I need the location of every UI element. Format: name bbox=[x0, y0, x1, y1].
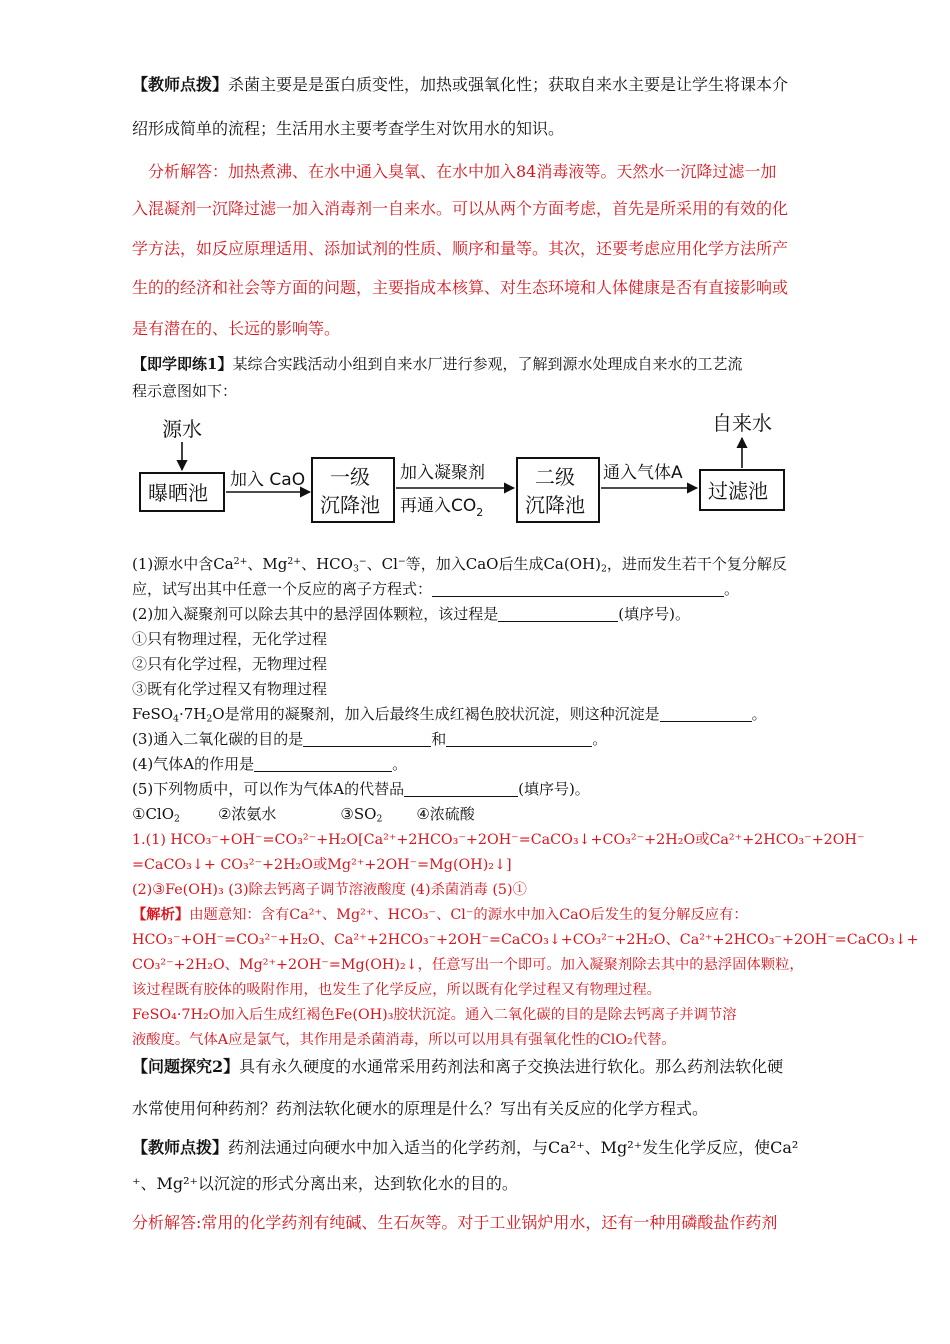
answer-blank-3b[interactable] bbox=[446, 731, 592, 747]
answer-blank-2[interactable] bbox=[498, 606, 618, 622]
question-4: (4)气体A的作用是 。 bbox=[132, 755, 408, 773]
teacher-tip-line-2: 绍形成简单的流程；生活用水主要考查学生对饮用水的知识。 bbox=[132, 119, 565, 138]
explanation-line-5: FeSO₄·7H₂O加入后生成红褐色Fe(OH)₃胶状沉淀。通入二氧化碳的目的是除去钙离子并调节溶 bbox=[132, 1007, 737, 1023]
question-5: (5)下列物质中，可以作为气体A的代替品 (填序号)。 bbox=[132, 780, 590, 798]
answer-line-2: =CaCO₃↓+ CO₃²⁻+2H₂O或Mg²⁺+2OH⁻=Mg(OH)₂↓] bbox=[132, 857, 512, 873]
answer-blank-5[interactable] bbox=[404, 781, 518, 797]
answer-blank-3a[interactable] bbox=[303, 731, 431, 747]
analysis-line-2: 入混凝剂一沉降过滤一加入消毒剂一自来水。可以从两个方面考虑，首先是所采用的有效的化 bbox=[132, 199, 789, 218]
practice-text: 某综合实践活动小组到自来水厂进行参观，了解到源水处理成自来水的工艺流 bbox=[232, 355, 743, 373]
tap-water-label: 自来水 bbox=[712, 411, 772, 435]
primary-settling-tank-label-2: 沉降池 bbox=[320, 493, 380, 517]
teacher-tip-tag: 【教师点拨】 bbox=[132, 75, 229, 94]
teacher-tip-line-1 bbox=[132, 72, 822, 95]
question-1-line-1: (1)源水中含$Ca^{2+}$、$Mg^{2+}$、$HCO_3^-$、Cl−等，加入CaO后生成$Ca(OH)_2$，进而发生若干个复分解反 bbox=[132, 555, 787, 575]
analysis-line-4: 生的的经济和社会等方面的问题，主要指成本核算、对生态环境和人体健康是否有直接影响或 bbox=[132, 278, 789, 297]
filter-tank-label: 过滤池 bbox=[708, 479, 768, 503]
practice-line-2: 程示意图如下： bbox=[132, 382, 238, 400]
explanation-line-6: 液酸度。气体A应是氯气，其作用是杀菌消毒，所以可以用具有强氧化性的ClO₂代替。 bbox=[132, 1032, 676, 1048]
question-5-options: ①ClO$_2$ ②浓氨水 $③SO_2$ ④浓硫酸 bbox=[132, 805, 475, 825]
inquiry-line-2: 水常使用何种药剂？药剂法软化硬水的原理是什么？写出有关反应的化学方程式。 bbox=[132, 1099, 709, 1118]
analysis-line-5: 是有潜在的、长远的影响等。 bbox=[132, 319, 341, 338]
analysis-line-3: 学方法，如反应原理适用、添加试剂的性质、顺序和量等。其次，还要考虑应用化学方法所产 bbox=[132, 239, 789, 258]
answer-line-3: (2)③Fe(OH)₃ (3)除去钙离子调节溶液酸度 (4)杀菌消毒 (5)① bbox=[132, 882, 527, 898]
explanation-line-4: 该过程既有胶体的吸附作用，也发生了化学反应，所以既有化学过程又有物理过程。 bbox=[132, 982, 661, 998]
answer-blank-feso4[interactable] bbox=[660, 706, 752, 722]
option-3: ③既有化学过程又有物理过程 bbox=[132, 680, 328, 698]
feso4-question: $FeSO_4\cdot 7H_2O$是常用的凝聚剂，加入后最终生成红褐色胶状沉淀，则这种沉淀是 。 bbox=[132, 705, 767, 725]
inquiry-line-1: 【问题探究2】具有永久硬度的水通常采用药剂法和离子交换法进行软化。那么药剂法软化硬 bbox=[132, 1057, 784, 1076]
practice-line-1 bbox=[132, 353, 822, 374]
explanation-tag: 【解析】 bbox=[132, 907, 190, 923]
answer-blank-4[interactable] bbox=[254, 756, 392, 772]
answer-blank-1[interactable] bbox=[432, 581, 724, 597]
option-2: ②只有化学过程，无物理过程 bbox=[132, 655, 328, 673]
secondary-settling-tank-label-2: 沉降池 bbox=[525, 493, 585, 517]
option-1: ①只有物理过程，无化学过程 bbox=[132, 630, 328, 648]
step-add-coagulant-label: 加入凝聚剂 bbox=[400, 463, 485, 483]
explanation-line-3: CO₃²⁻+2H₂O、Mg²⁺+2OH⁻=Mg(OH)₂↓，任意写出一个即可。加入凝聚剂除去其中的悬浮固体颗粒， bbox=[132, 957, 804, 973]
inquiry-tag: 【问题探究2】 bbox=[132, 1057, 240, 1076]
practice-tag: 【即学即练1】 bbox=[132, 355, 233, 373]
primary-settling-tank-label-1: 一级 bbox=[330, 465, 370, 489]
analysis-2-line-1: 分析解答:常用的化学药剂有纯碱、生石灰等。对于工业锅炉用水，还有一种用磷酸盐作药剂 bbox=[132, 1213, 778, 1232]
question-1-line-2: 应，试写出其中任意一个反应的离子方程式： 。 bbox=[132, 580, 740, 598]
explanation-line-1: 【解析】由题意知：含有Ca²⁺、Mg²⁺、HCO₃⁻、Cl⁻的源水中加入CaO后发生的复分解反应有： bbox=[132, 907, 748, 923]
question-3: (3)通入二氧化碳的目的是 和 。 bbox=[132, 730, 608, 748]
answer-line-1: 1.(1) HCO₃⁻+OH⁻=CO₃²⁻+H₂O[Ca²⁺+2HCO₃⁻+2OH⁻=CaCO₃↓+CO₃²⁻+2H₂O或Ca²⁺+2HCO₃⁻+2OH⁻ bbox=[132, 832, 865, 848]
explanation-line-2: HCO₃⁻+OH⁻=CO₃²⁻+H₂O、Ca²⁺+2HCO₃⁻+2OH⁻=CaCO₃↓+CO₃²⁻+2H₂O、Ca²⁺+2HCO₃⁻+2OH⁻=CaCO₃↓+ bbox=[132, 932, 919, 948]
step-add-cao-label: 加入 CaO bbox=[230, 470, 306, 490]
secondary-settling-tank-label-1: 二级 bbox=[535, 465, 575, 489]
process-flow-diagram bbox=[132, 408, 792, 540]
source-water-label: 源水 bbox=[162, 417, 202, 441]
teacher-tip-text: 杀菌主要是是蛋白质变性，加热或强氧化性；获取自来水主要是让学生将课本介 bbox=[228, 75, 789, 94]
analysis-line-1: 分析解答：加热煮沸、在水中通入臭氧、在水中加入84消毒液等。天然水一沉降过滤一加 bbox=[148, 162, 777, 181]
step-gas-a-label: 通入气体A bbox=[603, 463, 683, 483]
step-add-co2-label: 再通入$CO_2$ bbox=[400, 496, 484, 519]
question-2: (2)加入凝聚剂可以除去其中的悬浮固体颗粒，该过程是 (填序号)。 bbox=[132, 605, 690, 623]
teacher-tip-2-tag: 【教师点拨】 bbox=[132, 1138, 229, 1157]
sun-drying-tank-label: 曝晒池 bbox=[148, 481, 208, 505]
teacher-tip-2-line-2: ⁺、Mg²⁺以沉淀的形式分离出来，达到软化水的目的。 bbox=[132, 1174, 518, 1193]
teacher-tip-2-line-1: 【教师点拨】药剂法通过向硬水中加入适当的化学药剂，与Ca²⁺、Mg²⁺发生化学反应，使Ca² bbox=[132, 1138, 799, 1157]
